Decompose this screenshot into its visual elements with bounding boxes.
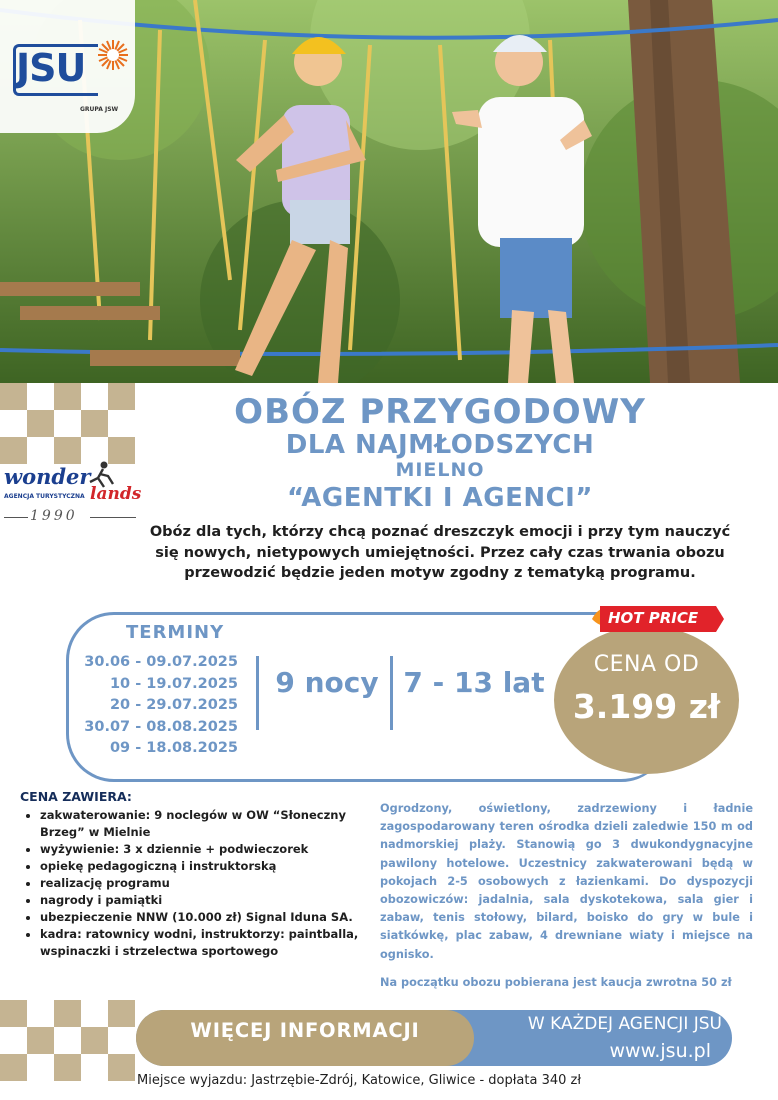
list-item: • ubezpieczenie NNW (10.000 zł) Signal Iduna SA. [40,909,385,926]
list-item: • realizację programu [40,875,385,892]
jsu-logo-text: JSU [16,46,86,90]
departure-note: Miejsce wyjazdu: Jastrzębie-Zdrój, Katowice, Gliwice - dopłata 340 zł [137,1073,582,1088]
term-date: 09 - 18.08.2025 [109,740,238,756]
wonderlands-divider-right [90,517,136,518]
agency-note: W KAŻDEJ AGENCJI JSU [527,1014,722,1034]
jsu-group-label: GRUPA JSW [80,106,119,113]
deposit-note: Na początku obozu pobierana jest kaucja zwrotna 50 zł [380,976,732,989]
nights-count: 9 nocy [275,666,379,699]
more-info-button[interactable]: WIĘCEJ INFORMACJI [190,1019,420,1042]
list-item: • zakwaterowanie: 9 noclegów w OW “Słoneczny Brzeg” w Mielnie [40,807,385,841]
wonderlands-logo-part1: wonder [4,464,91,489]
title-line-1: OBÓZ PRZYGODOWY [234,392,646,432]
list-item: • nagrody i pamiątki [40,892,385,909]
term-date: 30.07 - 08.08.2025 [84,718,238,735]
terms-dates [70,652,238,760]
jsu-logo-card [0,0,135,133]
checker-pattern-bottom [0,1000,135,1081]
website-link[interactable]: www.jsu.pl [609,1040,711,1062]
title-line-2: DLA NAJMŁODSZYCH [285,430,595,460]
includes-title: CENA ZAWIERA: [20,789,132,804]
intro-text: Obóz dla tych, którzy chcą poznać dreszczyk emocji i przy tym nauczyć się nowych, nietypowych umiejętności. Przez cały czas trwania obozu przewodzić będzie jeden motyw zgodny z tematyką programu. [149,524,731,581]
title-location: MIELNO [395,459,485,481]
terms-title: TERMINY [126,622,225,643]
term-date: 10 - 19.07.2025 [109,675,238,692]
wonderlands-logo [2,458,140,526]
jsu-sun-icon [96,38,130,72]
divider-right [390,656,393,730]
term-date: 20 - 29.07.2025 [109,697,238,713]
wonderlands-tagline: AGENCJA TURYSTYCZNA [4,493,85,500]
divider-left [256,656,259,730]
hot-price-label: HOT PRICE [608,609,699,627]
age-range: 7 - 13 lat [403,666,545,699]
price-value: 3.199 zł [572,687,721,726]
checker-pattern-top [0,383,135,464]
resort-description: Ogrodzony, oświetlony, zadrzewiony i ładnie zagospodarowany teren ośrodka dzieli zaledwie 150 m od nadmorskiej plaży. Stanowią go 3 dwukondygnacyjne pawilony hotelowe. Uczestnicy zakwaterowani będą w pokojach 2-5 osobowych z łazienkami. Do dyspozycji obozowiczów: jadalnia, sala dyskotekowa, sala gier i zabaw, tenis stołowy, bilard, boisko do gry w bule i siatkówkę, plac zabaw, 4 drewniane wiaty i miejsce na ognisko. [380,802,753,961]
list-item: • kadra: ratownicy wodni, instruktorzy: paintballa, wspinaczki i strzelectwa sportowego [40,926,385,960]
list-item: • opiekę pedagogiczną i instruktorską [40,858,385,875]
list-item: • wyżywienie: 3 x dziennie + podwieczorek [40,841,385,858]
wonderlands-divider-left [4,517,28,518]
title-theme: “AGENTKI I AGENCI” [287,483,593,513]
wonderlands-year: 1990 [30,508,78,524]
term-date: 30.06 - 09.07.2025 [84,654,238,670]
wonderlands-logo-part2: lands [90,484,142,504]
includes-list [20,807,385,960]
price-label: CENA OD [593,652,700,677]
